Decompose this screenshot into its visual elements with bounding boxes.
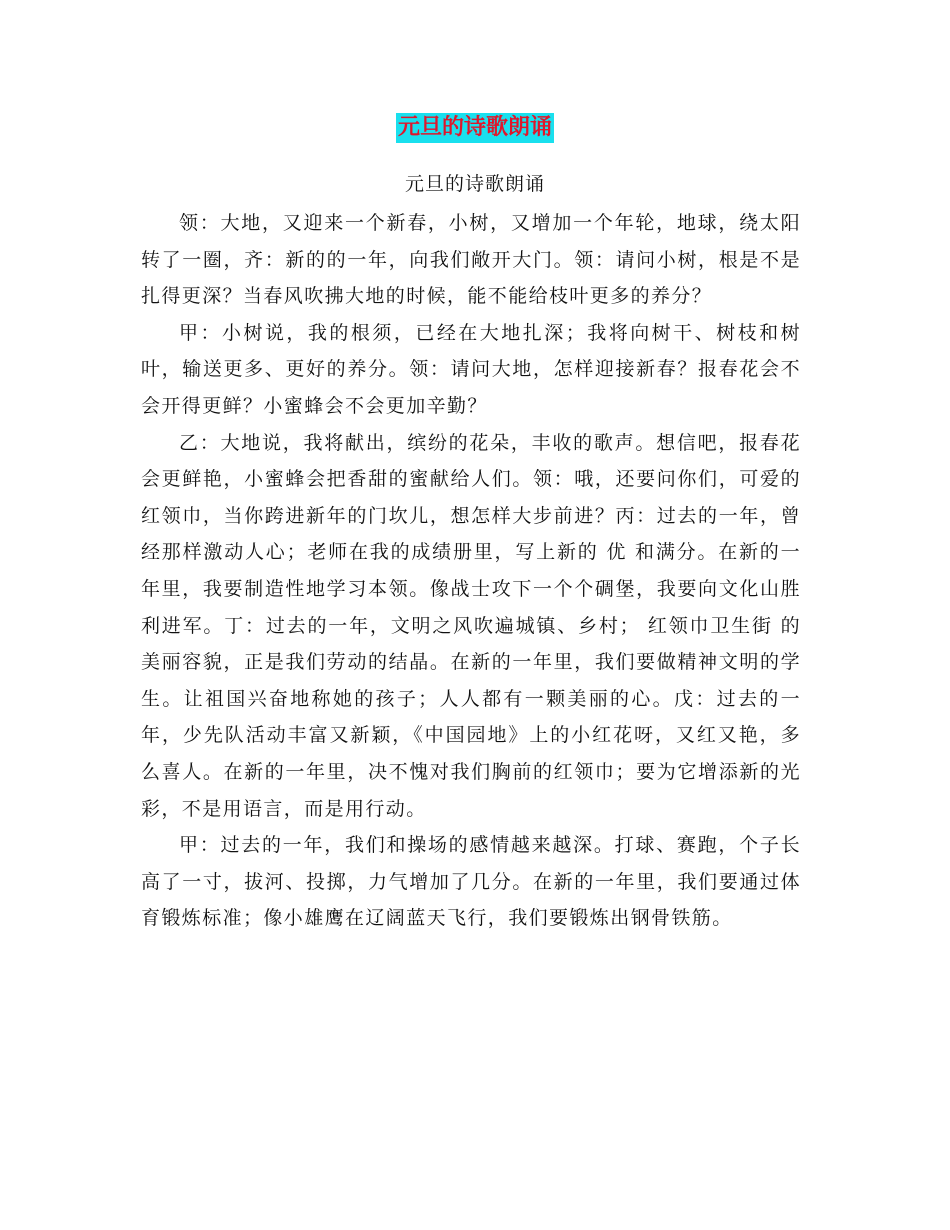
- paragraph: 领：大地，又迎来一个新春，小树，又增加一个年轮，地球，绕太阳转了一圈，齐：新的的一年，向我们敞开大门。领：请问小树，根是不是扎得更深？当春风吹拂大地的时候，能不能给枝叶更多的养分？: [141, 212, 801, 308]
- paragraph: 甲：小树说，我的根须，已经在大地扎深；我将向树干、树枝和树叶，输送更多、更好的养分。领：请问大地，怎样迎接新春？报春花会不会开得更鲜？小蜜蜂会不会更加辛勤？: [141, 321, 801, 417]
- body-text: [141, 205, 801, 937]
- title-container: [0, 113, 950, 143]
- page-title: 元旦的诗歌朗诵: [396, 113, 554, 143]
- paragraph: 乙：大地说，我将献出，缤纷的花朵，丰收的歌声。想信吧，报春花会更鲜艳，小蜜蜂会把香甜的蜜献给人们。领：哦，还要问你们，可爱的红领巾，当你跨进新年的门坎儿，想怎样大步前进？丙：过去的一年，曾经那样激动人心；老师在我的成绩册里，写上新的 优 和满分。在新的一年里，我要制造性地学习本领。像战士攻下一个个碉堡，我要向文化山胜利进军。丁：过去的一年，文明之风吹遍城镇、乡村； 红领巾卫生街 的美丽容貌，正是我们劳动的结晶。在新的一年里，我们要做精神文明的学生。让祖国兴奋地称她的孩子；人人都有一颗美丽的心。戊：过去的一年，少先队活动丰富又新颖，《中国园地》上的小红花呀，又红又艳，多么喜人。在新的一年里，决不愧对我们胸前的红领巾；要为它增添新的光彩，不是用语言，而是用行动。: [141, 431, 801, 820]
- subtitle: 元旦的诗歌朗诵: [404, 173, 545, 195]
- paragraph: 甲：过去的一年，我们和操场的感情越来越深。打球、赛跑，个子长高了一寸，拔河、投掷，力气增加了几分。在新的一年里，我们要通过体育锻炼标准；像小雄鹰在辽阔蓝天飞行，我们要锻炼出钢骨铁筋。: [141, 834, 801, 930]
